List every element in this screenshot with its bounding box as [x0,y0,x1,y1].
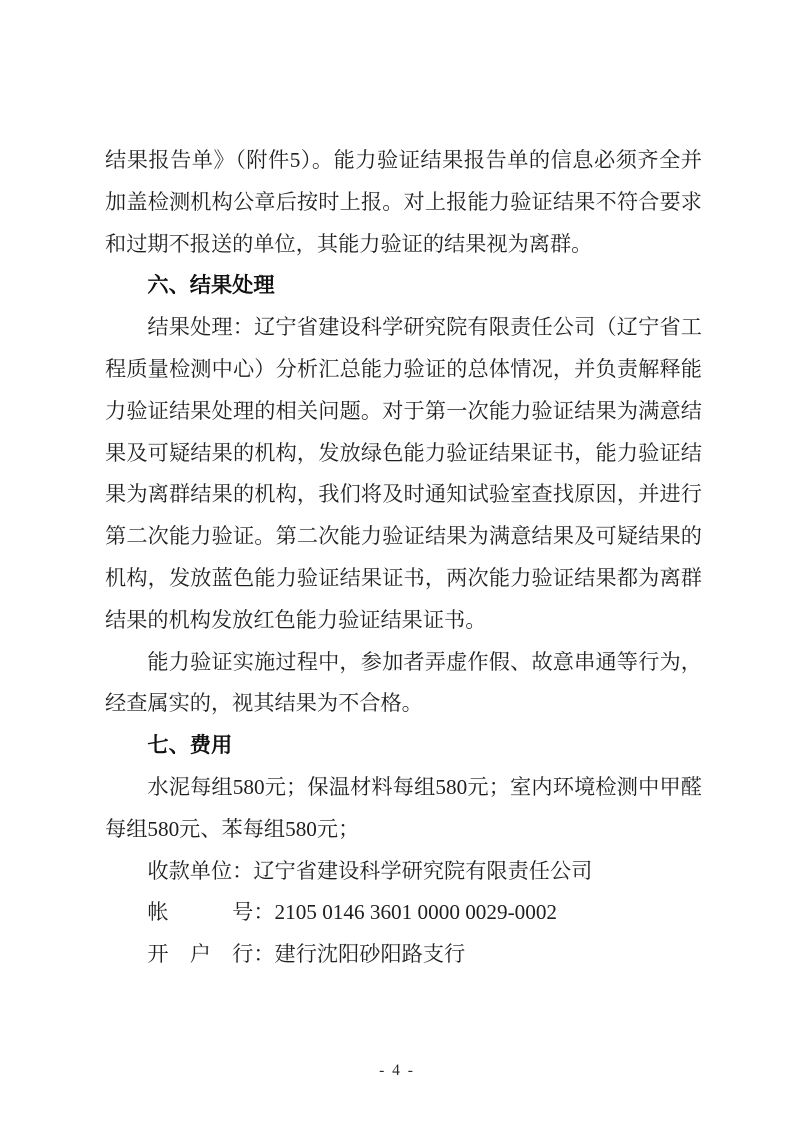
section-heading-results-handling: 六、结果处理 [147,274,275,298]
page-number: - 4 - [379,1062,415,1079]
paragraph-fee-schedule: 水泥每组580元；保温材料每组580元；室内环境检测中甲醛每组580元、苯每组580元； [105,774,702,841]
paragraph-fraud-clause: 能力验证实施过程中，参加者弄虚作假、故意串通等行为，经查属实的，视其结果为不合格。 [105,649,702,716]
line-account-number: 帐 号：2105 0146 3601 0000 0029-0002 [147,900,558,925]
document-body [105,140,702,976]
section-heading-fees: 七、费用 [147,734,233,758]
paragraph-report-submission: 结果报告单》（附件5）。能力验证结果报告单的信息必须齐全并加盖检测机构公章后按时上报。对上报能力验证结果不符合要求和过期不报送的单位，其能力验证的结果视为离群。 [105,148,702,256]
line-bank-branch: 开 户 行：建行沈阳砂阳路支行 [147,942,466,967]
line-payee-unit: 收款单位：辽宁省建设科学研究院有限责任公司 [147,858,593,883]
paragraph-results-handling: 结果处理：辽宁省建设科学研究院有限责任公司（辽宁省工程质量检测中心）分析汇总能力验证的总体情况，并负责解释能力验证结果处理的相关问题。对于第一次能力验证结果为满意结果及可疑结果的机构，发放绿色能力验证结果证书，能力验证结果为离群结果的机构，我们将及时通知试验室查找原因，并进行第二次能力验证。第二次能力验证结果为满意结果及可疑结果的机构，发放蓝色能力验证结果证书，两次能力验证结果都为离群结果的机构发放红色能力验证结果证书。 [105,315,702,632]
